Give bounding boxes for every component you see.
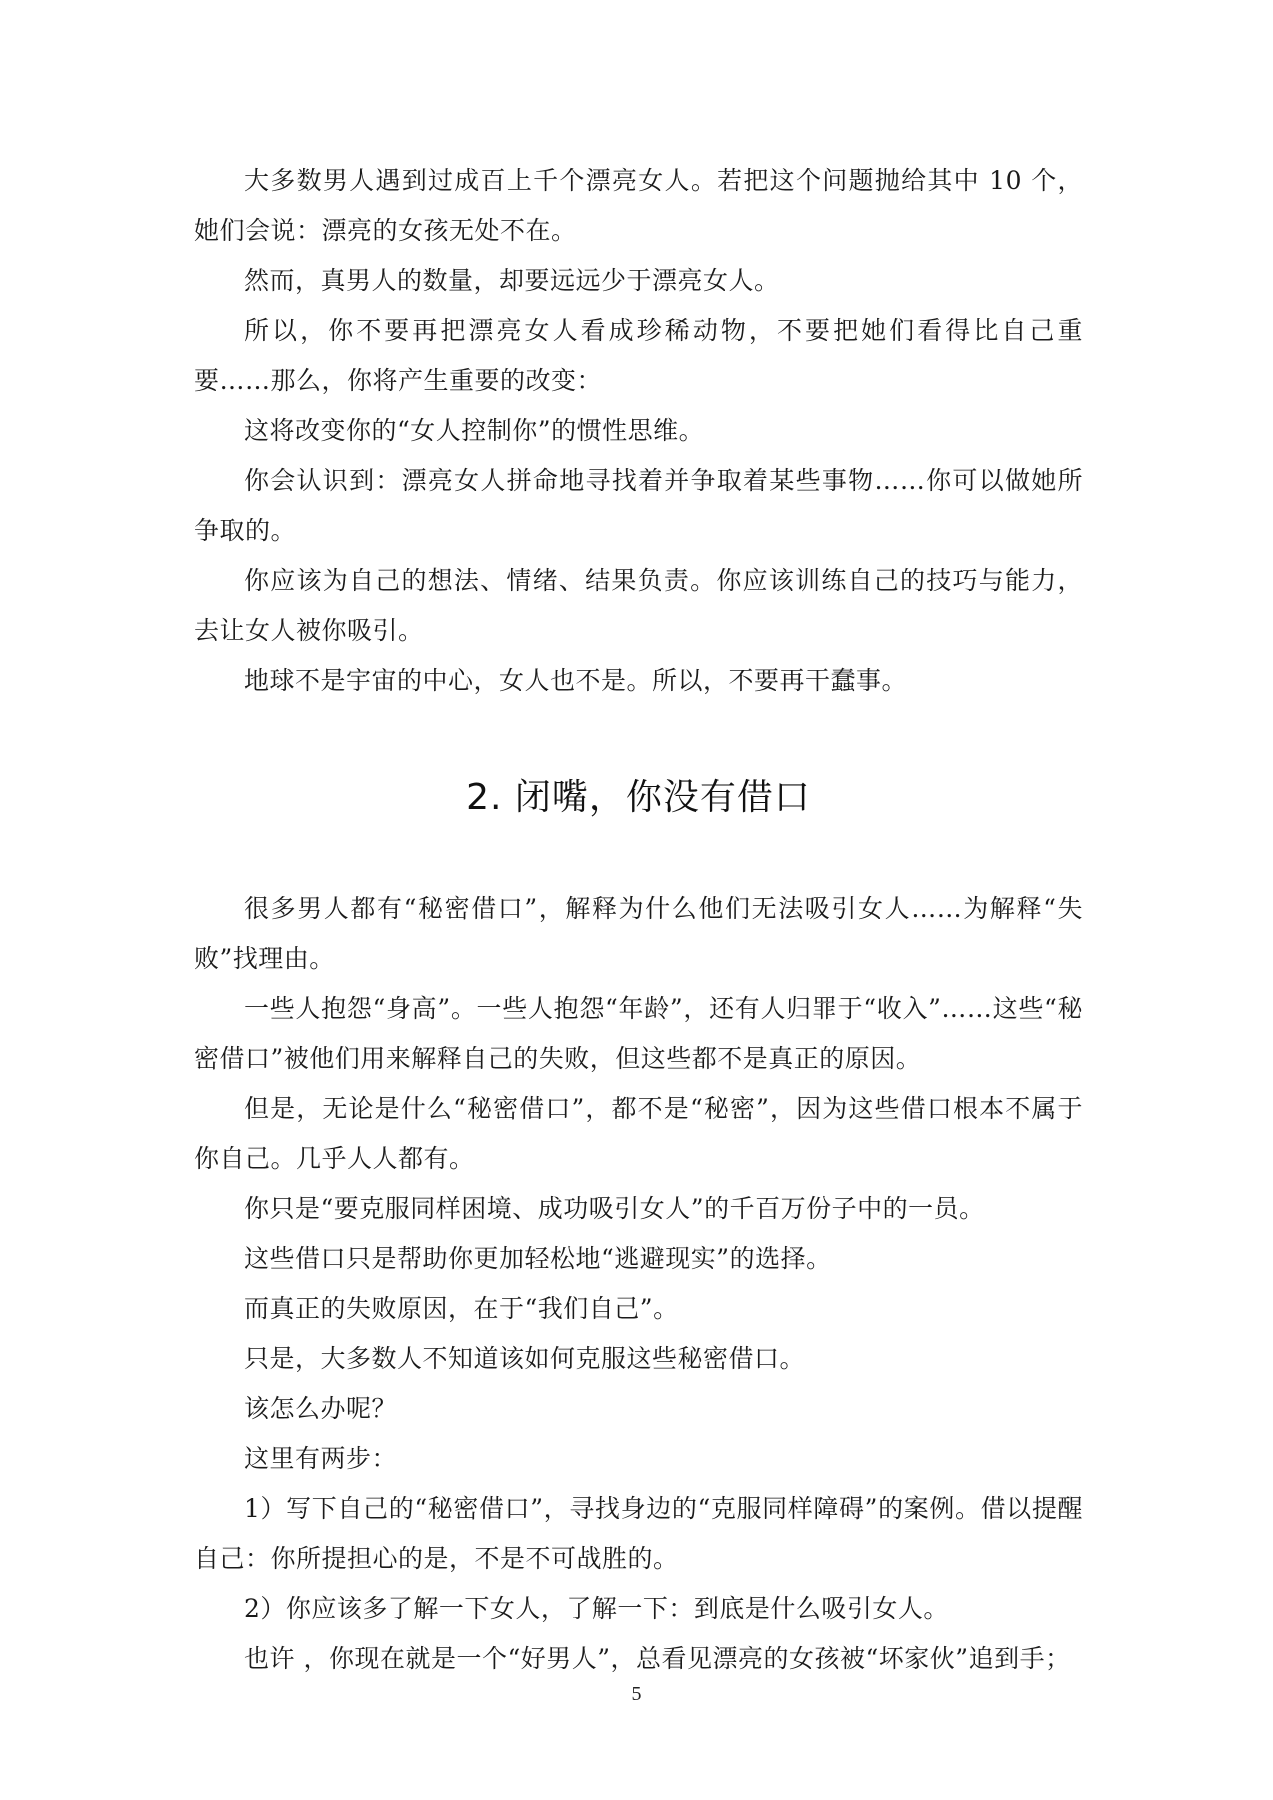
paragraph: 所以，你不要再把漂亮女人看成珍稀动物，不要把她们看得比自己重要……那么，你将产生重要的改变： (194, 316, 1083, 395)
paragraph: 这些借口只是帮助你更加轻松地“逃避现实”的选择。 (244, 1244, 832, 1273)
paragraph: 很多男人都有“秘密借口”，解释为什么他们无法吸引女人……为解释“失败”找理由。 (194, 894, 1083, 973)
paragraph: 而真正的失败原因，在于“我们自己”。 (244, 1294, 679, 1323)
page-content (194, 156, 1083, 1684)
paragraph: 你会认识到：漂亮女人拼命地寻找着并争取着某些事物……你可以做她所争取的。 (194, 466, 1083, 545)
section-excuses (194, 884, 1083, 1684)
paragraph: 一些人抱怨“身高”。一些人抱怨“年龄”，还有人归罪于“收入”……这些“秘密借口”被他们用来解释自己的失败，但这些都不是真正的原因。 (194, 994, 1083, 1073)
paragraph: 这里有两步： (244, 1444, 398, 1473)
paragraph: 但是，无论是什么“秘密借口”，都不是“秘密”，因为这些借口根本不属于你自己。几乎人人都有。 (194, 1094, 1083, 1173)
paragraph: 地球不是宇宙的中心，女人也不是。所以，不要再干蠢事。 (244, 666, 908, 695)
section-intro (194, 156, 1083, 712)
paragraph: 这将改变你的“女人控制你”的惯性思维。 (244, 416, 705, 445)
paragraph: 大多数男人遇到过成百上千个漂亮女人。若把这个问题抛给其中 10 个，她们会说：漂亮的女孩无处不在。 (194, 166, 1083, 245)
paragraph: 你应该为自己的想法、情绪、结果负责。你应该训练自己的技巧与能力，去让女人被你吸引。 (194, 566, 1083, 645)
paragraph: 该怎么办呢？ (244, 1394, 398, 1423)
paragraph: 你只是“要克服同样困境、成功吸引女人”的千百万份子中的一员。 (244, 1194, 985, 1223)
section-heading: 2. 闭嘴，你没有借口 (466, 777, 811, 818)
paragraph: 然而，真男人的数量，却要远远少于漂亮女人。 (244, 266, 780, 295)
paragraph: 也许 ，你现在就是一个“好男人”，总看见漂亮的女孩被“坏家伙”追到手； (244, 1644, 1071, 1673)
page-number: 5 (631, 1683, 642, 1705)
list-item: 2）你应该多了解一下女人，了解一下：到底是什么吸引女人。 (244, 1594, 949, 1623)
list-item: 1）写下自己的“秘密借口”，寻找身边的“克服同样障碍”的案例。借以提醒自己：你所提担心的是，不是不可战胜的。 (194, 1494, 1083, 1573)
paragraph: 只是，大多数人不知道该如何克服这些秘密借口。 (244, 1344, 806, 1373)
